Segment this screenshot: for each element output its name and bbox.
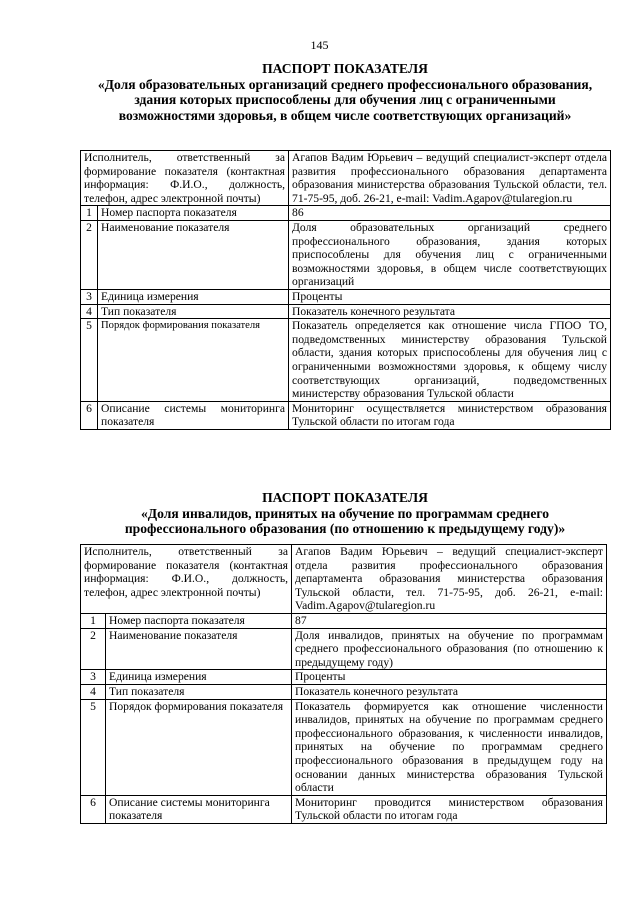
row-label: Описание системы мониторинга показателя <box>106 795 292 823</box>
passport-2-table <box>80 544 607 824</box>
row-value: Проценты <box>289 289 611 304</box>
row-value: Показатель определяется как отношение числа ГПОО ТО, подведомственных министерству образования Тульской области, здания которых приспособлены для обучения лиц с ограниченными возможностями здоровья, к общему числу соответствующих организаций, подведомственных министерству образования Тульской области <box>289 319 611 402</box>
passport-1-heading: ПАСПОРТ ПОКАЗАТЕЛЯ <box>262 61 428 76</box>
table-row <box>81 151 611 206</box>
executor-label: Исполнитель, ответственный за формирование показателя (контактная информация: Ф.И.О., должность, телефон, адрес электронной почты) <box>81 151 289 206</box>
row-label: Наименование показателя <box>106 628 292 670</box>
table-row <box>81 401 611 429</box>
row-label: Наименование показателя <box>98 220 289 289</box>
executor-value: Агапов Вадим Юрьевич – ведущий специалист-эксперт отдела развития профессионального образования департамента образования министерства образования Тульской области, тел. 71-75-95, доб. 26-21, e-mail: Vadim.Agapov@tularegion.ru <box>289 151 611 206</box>
row-value: 87 <box>292 613 607 628</box>
executor-value: Агапов Вадим Юрьевич – ведущий специалист-эксперт отдела развития профессионального образования департамента образования министерства образования Тульской области, тел. 71-75-95, доб. 26-21, e-mail: Vadim.Agapov@tularegion.ru <box>292 545 607 614</box>
passport-2-title-block <box>85 490 605 537</box>
page-number: 145 <box>310 38 329 52</box>
table-row <box>81 795 607 823</box>
row-value: Показатель конечного результата <box>289 304 611 319</box>
row-value: 86 <box>289 206 611 221</box>
row-label: Номер паспорта показателя <box>106 613 292 628</box>
row-number: 6 <box>81 795 106 823</box>
passport-1-title-block <box>85 61 605 123</box>
row-value: Проценты <box>292 670 607 685</box>
row-value: Показатель формируется как отношение численности инвалидов, принятых на обучение по программам среднего профессионального образования, к численности инвалидов, принятых на обучение по программам среднего профессионального образования в предыдущем году на основании данных министерства образования Тульской области <box>292 699 607 795</box>
row-number: 3 <box>81 289 98 304</box>
row-label: Единица измерения <box>106 670 292 685</box>
row-value: Показатель конечного результата <box>292 684 607 699</box>
passport-1-table <box>80 150 611 430</box>
row-number: 5 <box>81 319 98 402</box>
executor-label: Исполнитель, ответственный за формирование показателя (контактная информация: Ф.И.О., должность, телефон, адрес электронной почты) <box>81 545 292 614</box>
row-label: Порядок формирования показателя <box>98 319 289 402</box>
table-row <box>81 319 611 402</box>
row-label: Единица измерения <box>98 289 289 304</box>
row-number: 4 <box>81 304 98 319</box>
row-number: 2 <box>81 628 106 670</box>
passport-1-title: «Доля образовательных организаций среднего профессионального образования, здания которых приспособлены для обучения лиц с ограниченными возможностями здоровья, в общем числе соответствующих организаций» <box>97 76 593 123</box>
table-row <box>81 613 607 628</box>
table-row <box>81 220 611 289</box>
table-row <box>81 545 607 614</box>
row-number: 4 <box>81 684 106 699</box>
table-row <box>81 670 607 685</box>
row-number: 1 <box>81 206 98 221</box>
row-label: Тип показателя <box>106 684 292 699</box>
row-number: 5 <box>81 699 106 795</box>
row-label: Тип показателя <box>98 304 289 319</box>
row-number: 6 <box>81 401 98 429</box>
row-number: 3 <box>81 670 106 685</box>
row-value: Мониторинг осуществляется министерством образования Тульской области по итогам года <box>289 401 611 429</box>
row-label: Порядок формирования показателя <box>106 699 292 795</box>
table-row <box>81 699 607 795</box>
table-row <box>81 628 607 670</box>
table-row <box>81 206 611 221</box>
row-value: Доля образовательных организаций среднего профессионального образования, здания которых приспособлены для обучения лиц с ограниченными возможностями здоровья, в общем числе соответствующих организаций <box>289 220 611 289</box>
row-value: Доля инвалидов, принятых на обучение по программам среднего профессионального образования (по отношению к предыдущему году) <box>292 628 607 670</box>
row-number: 1 <box>81 613 106 628</box>
table-row <box>81 304 611 319</box>
passport-2-heading: ПАСПОРТ ПОКАЗАТЕЛЯ <box>262 490 428 505</box>
row-number: 2 <box>81 220 98 289</box>
row-label: Номер паспорта показателя <box>98 206 289 221</box>
table-row <box>81 289 611 304</box>
table-row <box>81 684 607 699</box>
row-value: Мониторинг проводится министерством образования Тульской области по итогам года <box>292 795 607 823</box>
row-label: Описание системы мониторинга показателя <box>98 401 289 429</box>
passport-2-title: «Доля инвалидов, принятых на обучение по программам среднего профессионального образования (по отношению к предыдущему году)» <box>124 505 566 536</box>
